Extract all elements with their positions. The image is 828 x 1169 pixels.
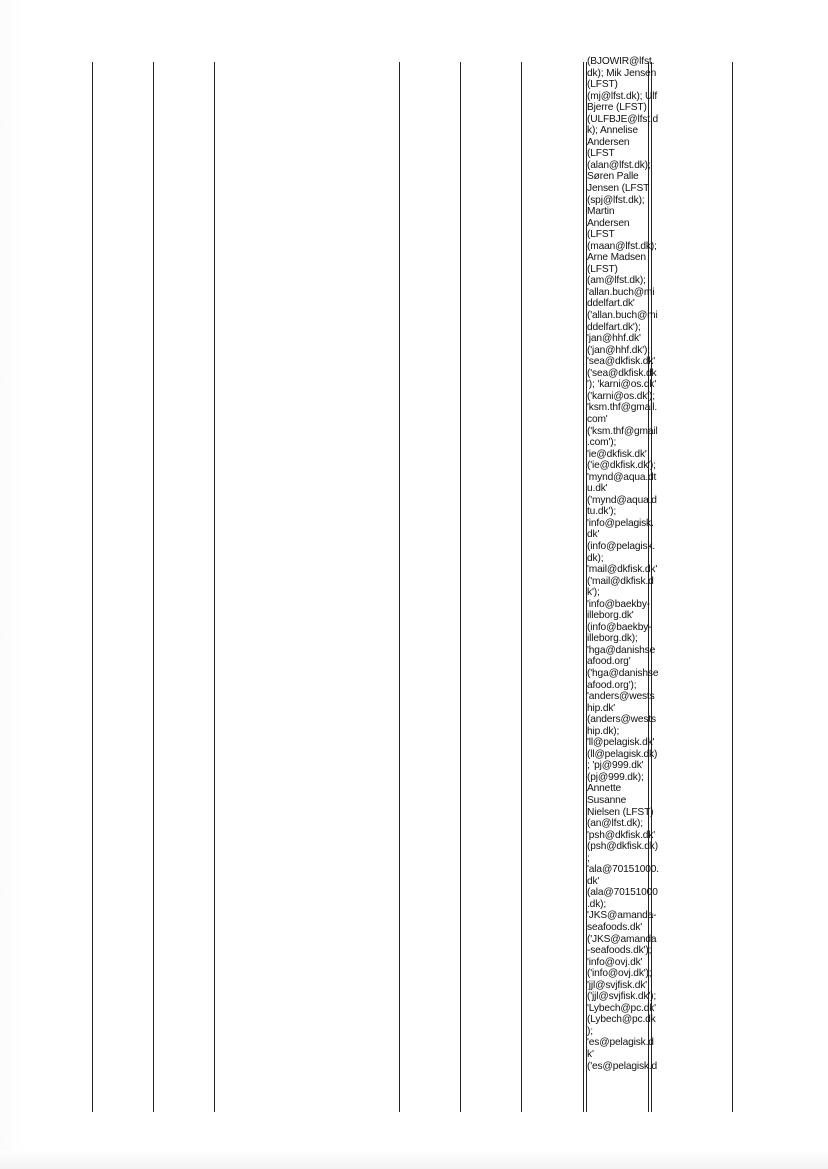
table-column-divider bbox=[399, 62, 400, 1112]
recipient-text-line: ('mail@dkfisk.d bbox=[587, 575, 654, 587]
recipient-text-line: hip.dk' bbox=[587, 702, 616, 714]
recipient-text-line: (LFST) bbox=[587, 263, 618, 275]
table-column-divider bbox=[214, 62, 215, 1112]
recipient-text-line: ddelfart.dk' bbox=[587, 298, 635, 310]
recipient-text-line: 'sea@dkfisk.dk' bbox=[587, 356, 656, 368]
recipient-text-line: ; 'pj@999.dk' bbox=[587, 760, 644, 772]
recipient-text-line: (ll@pelagisk.dk) bbox=[587, 748, 658, 760]
table-column-divider bbox=[460, 62, 461, 1112]
recipient-text-line: dk); bbox=[587, 552, 604, 564]
recipient-text-line: dk' bbox=[587, 529, 600, 541]
recipient-text-line: Søren Palle bbox=[587, 171, 639, 183]
recipient-text-line: 'info@pelagisk. bbox=[587, 517, 654, 529]
scan-bottom-edge bbox=[0, 1151, 828, 1169]
recipient-text-line: .com'); bbox=[587, 437, 617, 449]
recipient-text-line: ('jjl@svjfisk.dk'); bbox=[587, 991, 657, 1003]
recipient-text-line: 'es@pelagisk.d bbox=[587, 1037, 654, 1049]
recipient-text-line: Jensen (LFST bbox=[587, 183, 650, 195]
recipient-text-line: ('JKS@amanda bbox=[587, 933, 657, 945]
recipient-text-line: (LFST bbox=[587, 229, 615, 241]
recipient-text-line: seafoods.dk' bbox=[587, 922, 643, 934]
table-column-divider bbox=[521, 62, 522, 1112]
recipient-text-line: (maan@lfst.dk); bbox=[587, 240, 657, 252]
recipient-text-line: ; bbox=[587, 852, 590, 864]
recipient-text-line: 'Lybech@pc.dk' bbox=[587, 1002, 656, 1014]
recipient-text-line: ('ie@dkfisk.dk'); bbox=[587, 460, 656, 472]
recipient-text-line: ('sea@dkfisk.dk bbox=[587, 367, 657, 379]
recipient-text-line: 'info@ovj.dk' bbox=[587, 956, 643, 968]
recipient-text-line: k); Annelise bbox=[587, 125, 638, 137]
recipient-text-line: Susanne bbox=[587, 795, 627, 806]
recipient-text-line: 'info@baekby- bbox=[587, 598, 651, 610]
recipient-text-line: (ULFBJE@lfst.d bbox=[587, 113, 659, 125]
recipient-text-line: (spj@lfst.dk); bbox=[587, 194, 645, 206]
recipient-text-line: (pj@999.dk); bbox=[587, 771, 644, 783]
recipient-text-line: (ala@70151000 bbox=[587, 887, 658, 899]
recipient-text-line: ('hga@danishse bbox=[587, 667, 659, 679]
recipient-text-line: (am@lfst.dk); bbox=[587, 275, 646, 287]
recipient-text-line: 'jjl@svjfisk.dk' bbox=[587, 979, 647, 991]
recipient-text-line: Martin bbox=[587, 206, 615, 218]
recipient-text-line: 'jan@hhf.dk' bbox=[587, 333, 641, 345]
recipient-text-line: u.dk' bbox=[587, 483, 608, 495]
recipient-text-line: ); bbox=[587, 1025, 593, 1037]
recipient-text-line: Nielsen (LFST) bbox=[587, 806, 654, 818]
recipient-text-line: Andersen bbox=[587, 136, 630, 148]
recipient-text-line: ('es@pelagisk.d bbox=[587, 1060, 658, 1072]
recipient-text-line: Arne Madsen bbox=[587, 252, 646, 264]
recipient-text-line: dk' bbox=[587, 875, 600, 887]
table-column-divider bbox=[583, 62, 584, 1112]
table-column-divider bbox=[92, 62, 93, 1112]
recipient-text-line: '); 'karni@os.dk' bbox=[587, 379, 657, 391]
recipient-text-line: k'); bbox=[587, 587, 600, 599]
recipient-text-line: ('info@ovj.dk'); bbox=[587, 968, 652, 980]
recipient-text-line: com' bbox=[587, 413, 608, 425]
recipient-text-line: (anders@wests bbox=[587, 714, 656, 726]
recipient-text-line: hip.dk); bbox=[587, 725, 620, 737]
scan-shading bbox=[0, 0, 24, 1169]
recipient-text-line: 'll@pelagisk.dk' bbox=[587, 737, 655, 749]
recipient-text-line: Annette bbox=[587, 783, 622, 795]
recipient-text-line: (info@baekby- bbox=[587, 621, 652, 633]
recipient-text-line: 'anders@wests bbox=[587, 691, 655, 703]
recipient-text-line: illeborg.dk); bbox=[587, 633, 638, 645]
recipient-text-line: ('mynd@aqua.d bbox=[587, 494, 657, 506]
recipient-text-line: 'hga@danishse bbox=[587, 644, 656, 656]
recipient-text-line: 'JKS@amanda- bbox=[587, 910, 657, 922]
recipient-text-line: ('ksm.thf@gmail bbox=[587, 425, 658, 437]
recipient-text-line: 'psh@dkfisk.dk' bbox=[587, 829, 656, 841]
recipient-text-line: afood.org' bbox=[587, 656, 631, 668]
recipient-text-line: (psh@dkfisk.dk) bbox=[587, 841, 658, 853]
recipient-text-line: (Lybech@pc.dk bbox=[587, 1014, 656, 1026]
recipient-text-line: tu.dk'); bbox=[587, 506, 617, 518]
recipient-text-line: 'ala@70151000. bbox=[587, 864, 659, 876]
table-column-divider bbox=[153, 62, 154, 1112]
recipient-text-line: 'ie@dkfisk.dk' bbox=[587, 448, 647, 460]
recipient-text-line: Andersen bbox=[587, 217, 630, 229]
recipient-text-line: (info@pelagisk. bbox=[587, 540, 656, 552]
recipient-text-line: (BJOWIR@lfst. bbox=[587, 56, 655, 67]
recipients-cell bbox=[587, 56, 659, 1116]
recipient-text-line: ('karni@os.dk'); bbox=[587, 390, 655, 402]
recipient-text-line: 'mynd@aqua.dt bbox=[587, 471, 657, 483]
recipient-text-line: -seafoods.dk'); bbox=[587, 945, 652, 957]
recipient-text-line: 'mail@dkfisk.dk' bbox=[587, 564, 658, 576]
recipient-text-line: (LFST bbox=[587, 148, 615, 160]
recipient-text-line: .dk); bbox=[587, 898, 607, 910]
table-column-divider bbox=[732, 62, 733, 1112]
recipient-text-line: illeborg.dk' bbox=[587, 610, 634, 622]
recipient-text-line: 'allan.buch@mi bbox=[587, 286, 655, 298]
recipient-text-line: (an@lfst.dk); bbox=[587, 818, 643, 830]
recipient-text-line: dk); Mik Jensen bbox=[587, 67, 657, 79]
recipient-text-line: ('jan@hhf.dk'); bbox=[587, 344, 650, 356]
recipient-text-line: (alan@lfst.dk); bbox=[587, 159, 651, 171]
recipient-text-line: k' bbox=[587, 1049, 594, 1061]
recipient-text-line: (mj@lfst.dk); Ulf bbox=[587, 90, 658, 102]
recipient-text-line: (LFST) bbox=[587, 79, 618, 91]
recipient-text-line: ('allan.buch@mi bbox=[587, 310, 658, 322]
recipient-text-line: 'ksm.thf@gmail. bbox=[587, 402, 658, 414]
recipient-text-line: Bjerre (LFST) bbox=[587, 102, 647, 114]
recipient-text-line: afood.org'); bbox=[587, 679, 637, 691]
recipient-text-line: ddelfart.dk'); bbox=[587, 321, 641, 333]
